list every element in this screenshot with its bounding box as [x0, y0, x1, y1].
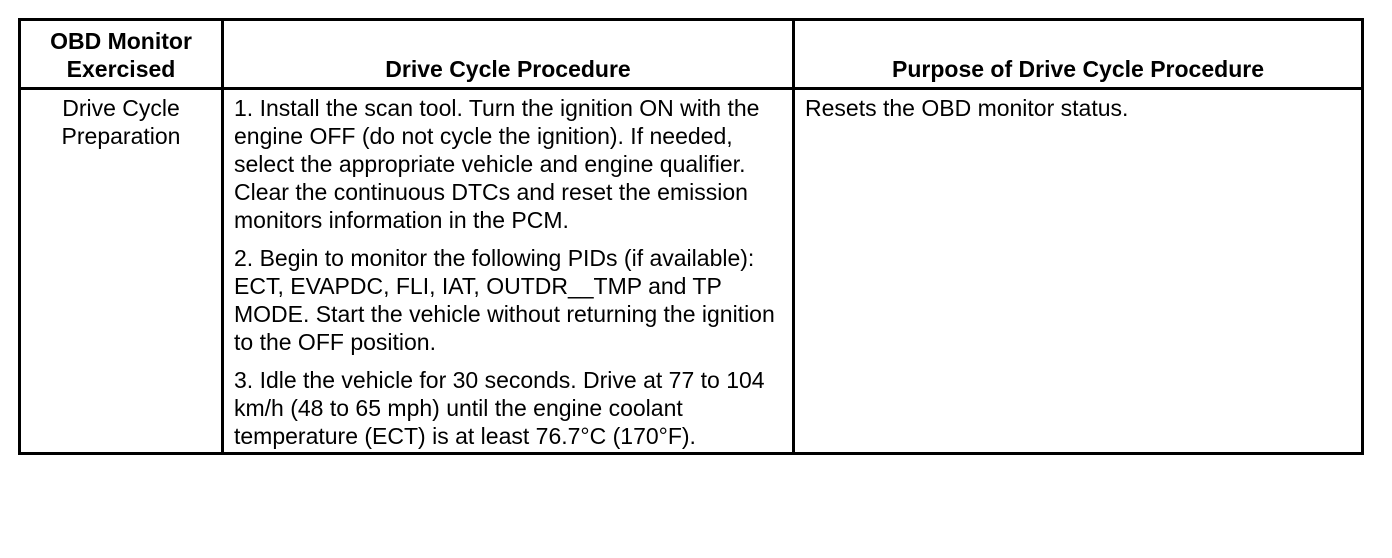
monitor-cell: Drive Cycle Preparation: [20, 89, 223, 454]
drive-cycle-table: [18, 18, 1364, 455]
table-row: [20, 89, 1363, 454]
table-header: [20, 20, 1363, 89]
header-obd-monitor: OBD Monitor Exercised: [20, 20, 223, 89]
header-row: [20, 20, 1363, 89]
procedure-step-1: 1. Install the scan tool. Turn the ignition ON with the engine OFF (do not cycle the ignition). If needed, select the appropriate vehicle and engine qualifier. Clear the continuous DTCs and reset the emission monitors information in the PCM.: [234, 95, 760, 233]
procedure-cell: [223, 89, 794, 454]
procedure-step-2: 2. Begin to monitor the following PIDs (if available): ECT, EVAPDC, FLI, IAT, OUTDR__TMP and TP MODE. Start the vehicle without returning the ignition to the OFF position.: [234, 245, 775, 355]
header-purpose: Purpose of Drive Cycle Procedure: [794, 20, 1363, 89]
table-body: [20, 89, 1363, 454]
procedure-step-3: 3. Idle the vehicle for 30 seconds. Drive at 77 to 104 km/h (48 to 65 mph) until the engine coolant temperature (ECT) is at least 76.7°C (170°F).: [234, 367, 765, 449]
header-drive-cycle-procedure: Drive Cycle Procedure: [223, 20, 794, 89]
purpose-cell: Resets the OBD monitor status.: [794, 89, 1363, 454]
